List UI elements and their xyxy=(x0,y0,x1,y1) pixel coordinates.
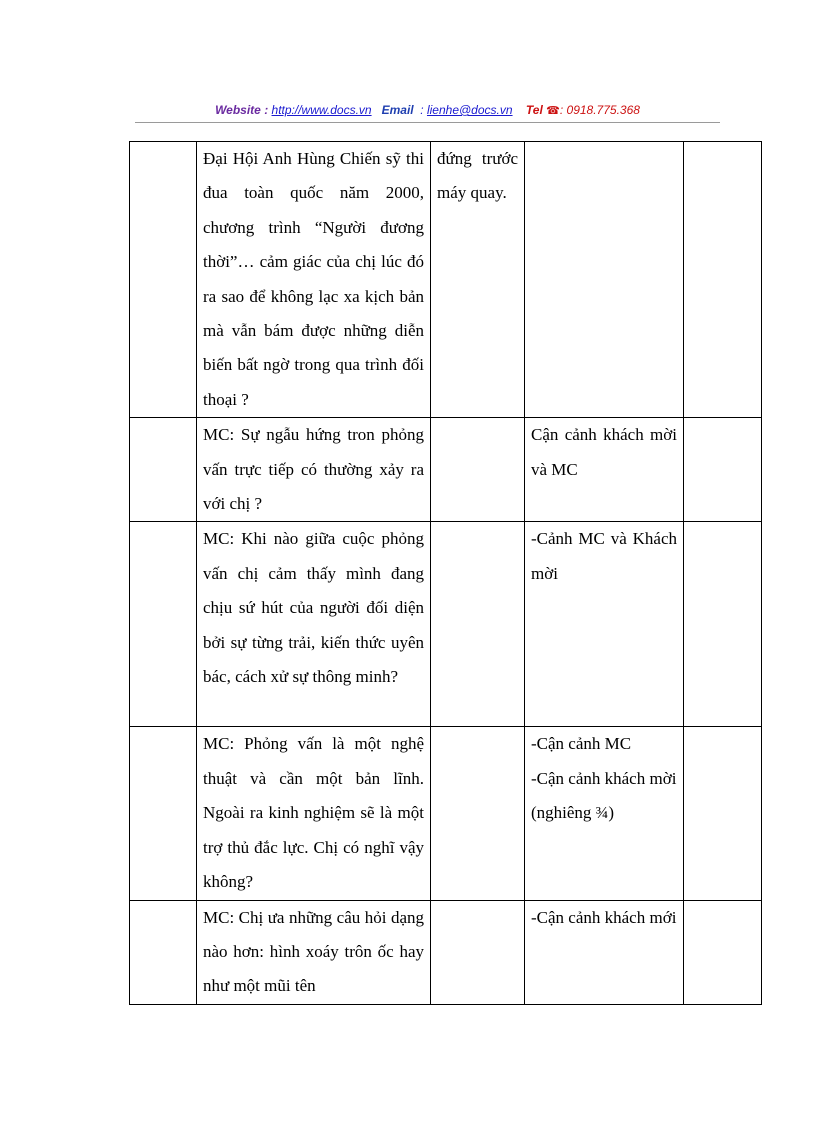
email-link[interactable]: lienhe@docs.vn xyxy=(426,103,513,117)
question-cell: MC: Phỏng vấn là một nghệ thuật và cần một bản lĩnh. Ngoài ra kinh nghiệm sẽ là một trợ thủ đắc lực. Chị có nghĩ vậy không? xyxy=(197,727,431,900)
phone-icon: ☎ xyxy=(546,105,560,117)
question-cell: Đại Hội Anh Hùng Chiến sỹ thi đua toàn quốc năm 2000, chương trình “Người đương thời”… cảm giác của chị lúc đó ra sao để không lạc xa kịch bản mà vẫn bám được những diễn biến bất ngờ trong qua trình đối thoại ? xyxy=(197,142,431,418)
table-row xyxy=(130,418,762,522)
tel-label: Tel xyxy=(525,103,543,117)
cell-empty xyxy=(684,522,762,727)
website-label: Website : xyxy=(215,103,269,117)
cell-empty xyxy=(130,142,197,418)
camera-line: -Cận cảnh MC xyxy=(531,734,632,754)
note-cell: đứng trước máy quay. xyxy=(431,142,525,418)
cell-empty xyxy=(130,727,197,900)
camera-cell xyxy=(525,522,684,727)
camera-line: (nghiêng ¾) xyxy=(531,803,615,823)
camera-cell xyxy=(525,418,684,522)
script-table xyxy=(129,141,762,1005)
camera-cell xyxy=(525,142,684,418)
cell-empty xyxy=(130,522,197,727)
tel-value: 0918.775.368 xyxy=(566,103,640,117)
camera-line: -Cận cảnh khách mới xyxy=(531,907,677,927)
camera-line: -Cận cảnh khách mời xyxy=(531,768,677,788)
cell-empty xyxy=(130,900,197,1004)
question-cell: MC: Sự ngẫu hứng tron phỏng vấn trực tiếp có thường xảy ra với chị ? xyxy=(197,418,431,522)
note-cell xyxy=(431,522,525,727)
camera-cell xyxy=(525,727,684,900)
table-row xyxy=(130,900,762,1004)
question-cell: MC: Khi nào giữa cuộc phỏng vấn chị cảm thấy mình đang chịu sứ hút của người đối diện bởi sự từng trải, kiến thức uyên bác, cách xử sự thông minh? xyxy=(197,522,431,727)
note-cell xyxy=(431,418,525,522)
tel-separator: : xyxy=(559,103,564,117)
email-label: Email xyxy=(381,103,414,117)
table-row xyxy=(130,142,762,418)
table-row xyxy=(130,522,762,727)
note-cell xyxy=(431,900,525,1004)
camera-line: Cận cảnh khách mời và MC xyxy=(531,425,677,479)
cell-empty xyxy=(684,727,762,900)
email-separator: : xyxy=(420,103,424,117)
page-header xyxy=(135,100,720,123)
camera-cell xyxy=(525,900,684,1004)
cell-empty xyxy=(684,900,762,1004)
cell-empty xyxy=(684,142,762,418)
website-link[interactable]: http://www.docs.vn xyxy=(271,103,372,117)
cell-empty xyxy=(684,418,762,522)
note-cell xyxy=(431,727,525,900)
table-row xyxy=(130,727,762,900)
camera-line: -Cảnh MC và Khách mời xyxy=(531,529,677,583)
question-cell: MC: Chị ưa những câu hỏi dạng nào hơn: hình xoáy trôn ốc hay như một mũi tên xyxy=(197,900,431,1004)
cell-empty xyxy=(130,418,197,522)
